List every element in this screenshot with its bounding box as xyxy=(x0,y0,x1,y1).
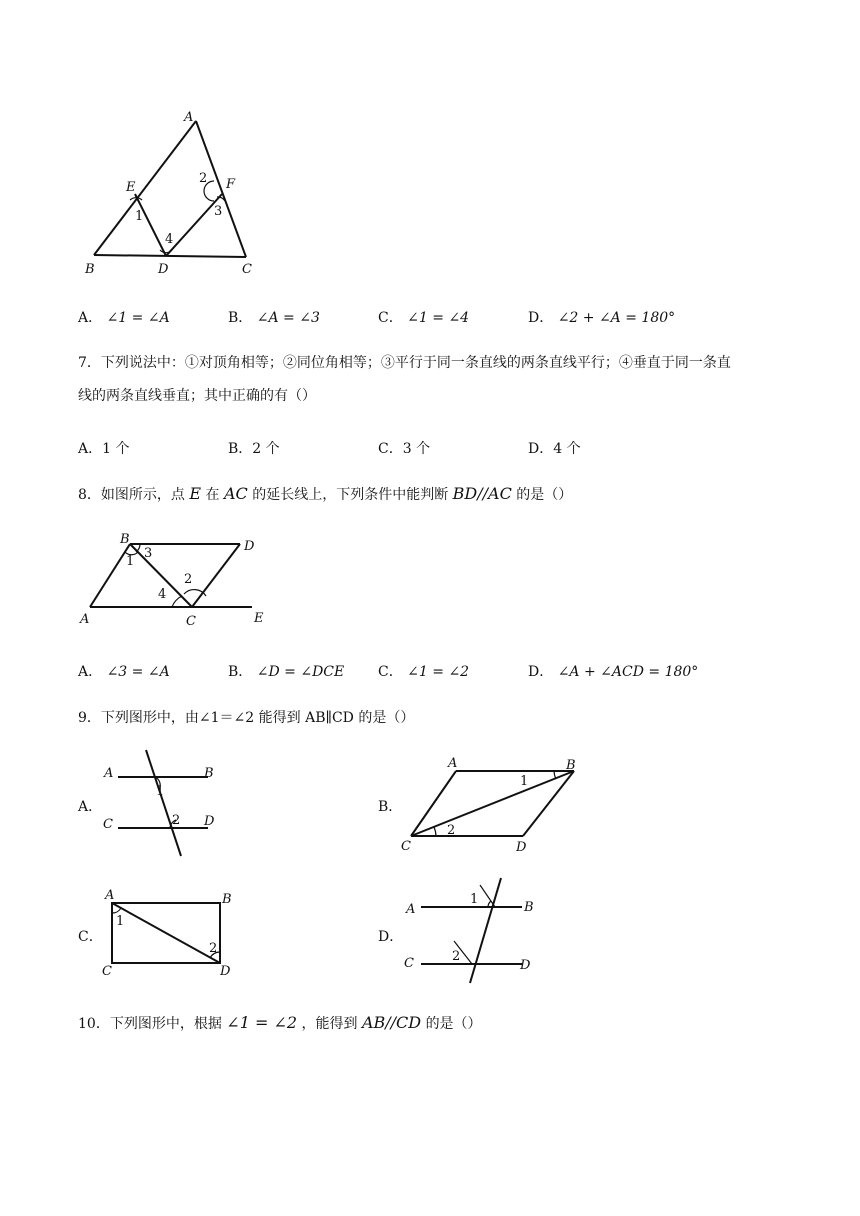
label-B: B xyxy=(120,532,130,547)
q9-option-b-letter[interactable]: B． xyxy=(378,799,403,815)
angle-label-2: 2 xyxy=(184,572,193,587)
q8-point-e: E xyxy=(189,484,202,503)
label-A: A xyxy=(184,110,194,125)
label-A: A xyxy=(105,888,115,903)
figure-q9-c[interactable] xyxy=(98,885,243,980)
label-C: C xyxy=(242,262,252,277)
angle-label-1: 1 xyxy=(156,784,165,799)
angle-label-1: 1 xyxy=(520,774,529,789)
figure-q9-d[interactable] xyxy=(400,875,550,985)
q8-relation: BD//AC xyxy=(452,484,512,503)
angle-label-2: 2 xyxy=(447,823,456,838)
q7-option-c[interactable]: C．3 个 xyxy=(378,441,431,457)
figure-q8-parallelogram xyxy=(78,530,278,630)
label-D: D xyxy=(520,958,531,973)
q7-option-b[interactable]: B．2 个 xyxy=(228,441,280,457)
label-B: B xyxy=(85,262,95,277)
q7-option-a[interactable]: A．1 个 xyxy=(78,441,130,457)
q10-stem: 10．下列图形中，根据 ∠1 = ∠2 ，能得到 AB//CD 的是（） xyxy=(78,1013,482,1032)
angle-label-2: 2 xyxy=(199,171,208,186)
q8-stem: 8．如图所示，点 E 在 AC 的延长线上，下列条件中能判断 BD//AC 的是（） xyxy=(78,484,573,503)
q7-stem-line2: 线的两条直线垂直；其中正确的有（） xyxy=(78,388,316,404)
angle-label-1: 1 xyxy=(126,554,135,569)
angle-label-2: 2 xyxy=(452,949,461,964)
label-D: D xyxy=(244,539,255,554)
label-D: D xyxy=(220,964,231,979)
label-E: E xyxy=(254,611,264,626)
angle-label-1: 1 xyxy=(116,914,125,929)
q6-option-b[interactable]: B． ∠A = ∠3 xyxy=(228,310,320,326)
q6-option-a[interactable]: A． ∠1 = ∠A xyxy=(78,310,170,326)
label-B: B xyxy=(222,892,232,907)
label-A: A xyxy=(406,902,416,917)
q9-option-c-letter[interactable]: C． xyxy=(78,929,103,945)
angle-label-4: 4 xyxy=(158,587,167,602)
q9-stem: 9．下列图形中，由∠1＝∠2 能得到 AB∥CD 的是（） xyxy=(78,710,415,726)
angle-label-3: 3 xyxy=(214,204,223,219)
q8-segment-ac: AC xyxy=(223,484,248,503)
q10-relation: AB//CD xyxy=(361,1013,422,1032)
label-D: D xyxy=(516,840,527,855)
angle-label-2: 2 xyxy=(209,941,218,956)
q8-option-c[interactable]: C． ∠1 = ∠2 xyxy=(378,664,470,680)
q6-option-c[interactable]: C． ∠1 = ∠4 xyxy=(378,310,470,326)
label-F: F xyxy=(226,177,236,192)
q8-option-d[interactable]: D． ∠A + ∠ACD = 180° xyxy=(528,664,699,680)
figure-q6-triangle xyxy=(80,105,280,285)
q9-option-a-letter[interactable]: A． xyxy=(78,799,103,815)
q8-option-a[interactable]: A． ∠3 = ∠A xyxy=(78,664,170,680)
angle-label-3: 3 xyxy=(144,546,153,561)
figure-q9-a[interactable] xyxy=(100,750,230,862)
q10-condition: ∠1 = ∠2 xyxy=(226,1013,298,1032)
q8-option-b[interactable]: B． ∠D = ∠DCE xyxy=(228,664,345,680)
label-B: B xyxy=(566,758,576,773)
label-C: C xyxy=(401,839,411,854)
label-A: A xyxy=(448,756,458,771)
label-E: E xyxy=(126,180,136,195)
angle-label-1: 1 xyxy=(470,892,479,907)
q6-option-d[interactable]: D． ∠2 + ∠A = 180° xyxy=(528,310,676,326)
figure-q9-b[interactable] xyxy=(398,755,588,855)
label-B: B xyxy=(524,900,534,915)
q9-option-d-letter[interactable]: D． xyxy=(378,929,404,945)
angle-label-1: 1 xyxy=(135,209,144,224)
angle-label-2: 2 xyxy=(172,813,181,828)
label-D: D xyxy=(158,262,169,277)
label-B: B xyxy=(204,766,214,781)
label-C: C xyxy=(103,817,113,832)
q7-option-d[interactable]: D．4 个 xyxy=(528,441,581,457)
label-C: C xyxy=(404,956,414,971)
label-C: C xyxy=(102,964,112,979)
label-A: A xyxy=(80,612,90,627)
q7-stem-line1: 7．下列说法中：①对顶角相等；②同位角相等；③平行于同一条直线的两条直线平行；④垂直于同一条直 xyxy=(78,355,731,371)
angle-label-4: 4 xyxy=(165,232,174,247)
label-A: A xyxy=(104,766,114,781)
label-C: C xyxy=(186,614,196,629)
label-D: D xyxy=(204,814,215,829)
